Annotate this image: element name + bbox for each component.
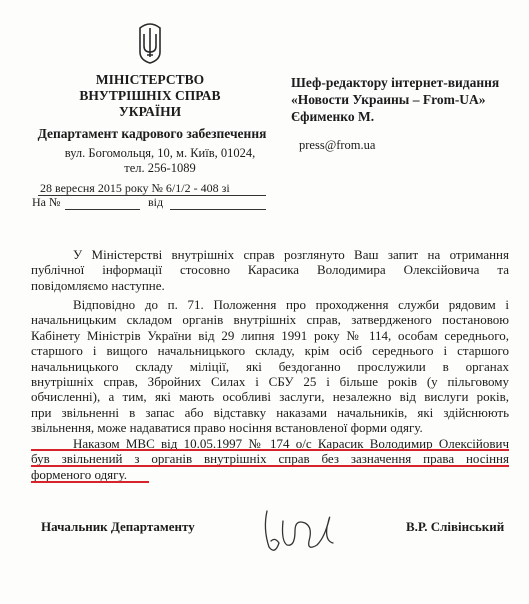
paragraph-line: начальницького складу міліції, які бездоганно прослужили в органах (31, 358, 509, 374)
on-number-label: На № (32, 195, 61, 209)
paragraph-line: Кабінету Міністрів України від 29 липня 1991 року № 114, особам середнього, (31, 327, 509, 343)
department-name: Департамент кадрового забезпечення (37, 126, 267, 141)
paragraph-line: звільнення, може надаватися право носіння встановленої форми одягу. (31, 420, 423, 436)
highlight-underline-1 (31, 449, 509, 451)
from-label: від (148, 195, 164, 209)
ministry-name-line-2: ВНУТРІШНІХ СПРАВ (79, 88, 221, 103)
paragraph-line: при звільненні в запас або відставку наказами начальників, які здійснюють (31, 404, 509, 420)
outgoing-reference: 28 вересня 2015 року № 6/1/2 - 408 зі (40, 181, 230, 195)
recipient-email: press@from.ua (299, 138, 376, 152)
paragraph-line: Відповідно до п. 71. Положення про проходження служби рядовим і (73, 297, 509, 312)
paragraph-line: повідомляємо наступне. (31, 277, 165, 293)
body-paragraph-3 (31, 436, 509, 482)
recipient-line-3: Єфименко М. (291, 109, 375, 124)
paragraph-line: публічної інформації стосовно Карасика Володимира Олексійовича та (31, 262, 509, 278)
paragraph-line: начальницьким складом органів внутрішніх справ, затвердженого постановою (31, 312, 509, 328)
body-paragraph-1 (31, 247, 509, 293)
ministry-name-line-1: МІНІСТЕРСТВО (95, 72, 205, 87)
highlight-underline-2 (31, 465, 509, 467)
signatory-name: В.Р. Слівінський (406, 519, 505, 534)
trident-emblem-icon (138, 22, 162, 64)
paragraph-line: старшого і вищого начальницького складу, крім осіб середнього і старшого (31, 343, 509, 359)
paragraph-line: Наказом МВС від 10.05.1997 № 174 о/с Карасик Володимир Олексійович (73, 436, 509, 451)
body-paragraph-2 (31, 297, 509, 436)
paragraph-line: У Міністерстві внутрішніх справ розглянуто Ваш запит на отримання (73, 247, 509, 262)
recipient-line-1: Шеф-редактору інтернет-видання (291, 75, 500, 90)
on-number-blank (65, 209, 140, 210)
from-date-blank (170, 209, 266, 210)
paragraph-line: внутрішніх справ, Збройних Силах і СБУ 25 і більше років (у пільговому (31, 374, 509, 390)
paragraph-line: був звільнений з органів внутрішніх справ без зазначення права носіння (31, 451, 509, 467)
paragraph-line: форменого одягу. (31, 466, 127, 482)
handwritten-signature (255, 497, 345, 559)
ministry-name-line-3: УКРАЇНИ (118, 104, 182, 119)
paragraph-line: обчисленні), а тим, які мають особливі заслуги, незалежно від вислуги років, (31, 389, 509, 405)
signatory-position: Начальник Департаменту (41, 519, 195, 534)
phone-line: тел. 256-1089 (124, 161, 196, 175)
highlight-underline-3 (31, 481, 149, 483)
recipient-line-2: «Новости Украины – From-UA» (291, 92, 486, 107)
address-line: вул. Богомольця, 10, м. Київ, 01024, (64, 146, 256, 160)
